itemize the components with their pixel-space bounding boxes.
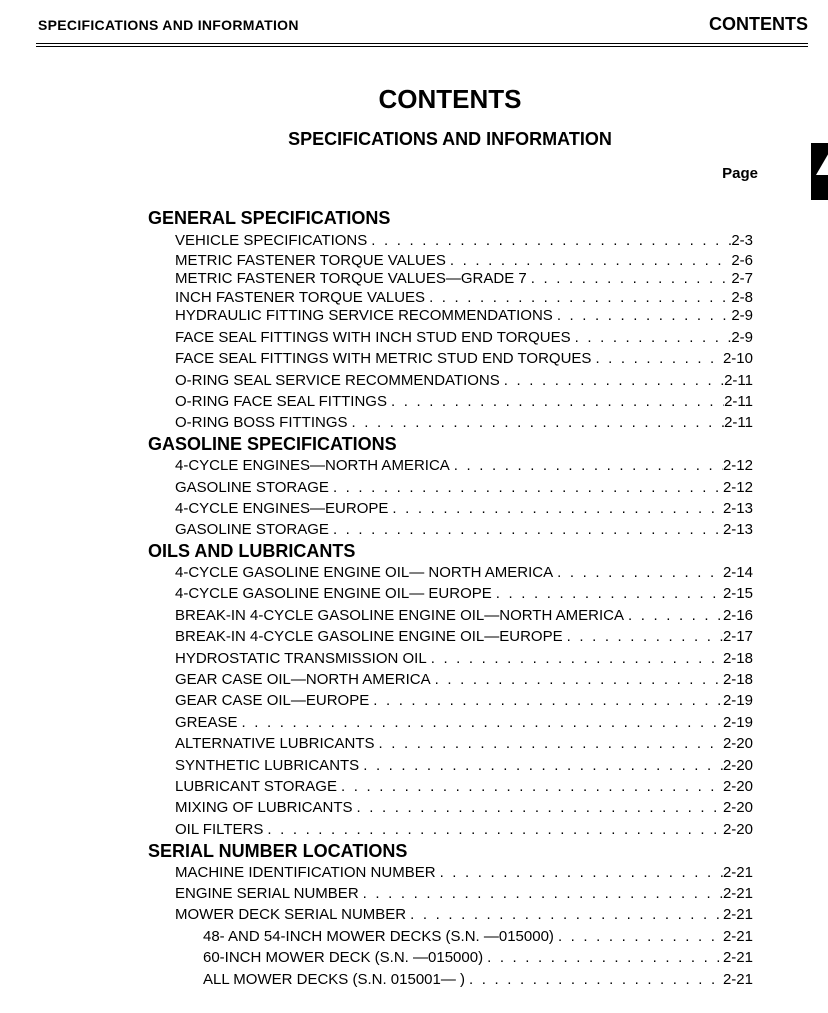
toc-entry-label: GREASE: [175, 714, 238, 731]
toc-page-number: 2-12: [722, 457, 753, 474]
toc-page-number: 2-14: [722, 564, 753, 581]
toc-page-number: 2-21: [722, 885, 753, 902]
toc-page-number: 2-16: [722, 607, 753, 624]
toc-entry-label: GASOLINE STORAGE: [175, 479, 329, 496]
toc-entry-label: METRIC FASTENER TORQUE VALUES—GRADE 7: [175, 270, 527, 287]
toc-entry[interactable]: [175, 778, 753, 796]
toc-entry-label: 60-INCH MOWER DECK (S.N. —015000): [203, 949, 484, 966]
toc-dot-leader: [554, 928, 723, 946]
toc-page-number: 2-10: [722, 350, 753, 367]
toc-page-number: 2-20: [722, 735, 753, 752]
toc-entry[interactable]: [175, 714, 753, 732]
toc-page-number: 2-20: [722, 799, 753, 816]
toc-dot-leader: [369, 692, 723, 710]
toc-entry[interactable]: [175, 521, 753, 539]
toc-dot-leader: [359, 885, 723, 903]
toc-dot-leader: [500, 372, 724, 390]
toc-section-heading: GENERAL SPECIFICATIONS: [148, 208, 391, 228]
toc-entry[interactable]: [175, 585, 753, 603]
toc-page-number: 2-17: [722, 628, 753, 645]
toc-entry-label: HYDRAULIC FITTING SERVICE RECOMMENDATIONS: [175, 307, 553, 324]
toc-page-number: 2-3: [731, 232, 753, 249]
toc-page-number: 2-13: [722, 500, 753, 517]
toc-entry[interactable]: [175, 628, 753, 646]
toc-entry-label: SYNTHETIC LUBRICANTS: [175, 757, 360, 774]
toc-dot-leader: [348, 414, 725, 432]
toc-entry-label: HYDROSTATIC TRANSMISSION OIL: [175, 650, 427, 667]
toc-page-number: 2-19: [722, 692, 753, 709]
toc-page-number: 2-11: [724, 372, 753, 389]
toc-dot-leader: [374, 735, 722, 753]
toc-entry-label: 4-CYCLE ENGINES—EUROPE: [175, 500, 389, 517]
toc-entry-label: FACE SEAL FITTINGS WITH INCH STUD END TORQUES: [175, 329, 571, 346]
toc-entry-label: BREAK-IN 4-CYCLE GASOLINE ENGINE OIL—EUROPE: [175, 628, 563, 645]
toc-dot-leader: [563, 628, 723, 646]
toc-dot-leader: [359, 757, 723, 775]
toc-entry-label: GEAR CASE OIL—EUROPE: [175, 692, 370, 709]
toc-page-number: 2-18: [722, 671, 753, 688]
toc-dot-leader: [431, 671, 723, 689]
toc-dot-leader: [406, 906, 723, 924]
toc-page-number: 2-9: [731, 307, 753, 324]
toc-subentry[interactable]: [203, 971, 753, 989]
toc-page-number: 2-9: [731, 329, 753, 346]
toc-page-number: 2-21: [722, 971, 753, 988]
toc-dot-leader: [624, 607, 723, 625]
toc-page-number: 2-11: [724, 393, 753, 410]
toc-entry-label: MOWER DECK SERIAL NUMBER: [175, 906, 407, 923]
toc-entry[interactable]: [175, 289, 753, 307]
toc-entry[interactable]: [175, 457, 753, 475]
toc-page-number: 2-19: [722, 714, 753, 731]
toc-dot-leader: [353, 799, 723, 817]
toc-dot-leader: [427, 650, 723, 668]
page-column-label: Page: [722, 165, 758, 182]
toc-dot-leader: [591, 350, 723, 368]
toc-entry[interactable]: [175, 671, 753, 689]
toc-dot-leader: [553, 564, 723, 582]
toc-entry[interactable]: [175, 252, 753, 270]
toc-entry-label: MACHINE IDENTIFICATION NUMBER: [175, 864, 436, 881]
toc-dot-leader: [367, 232, 731, 250]
toc-entry[interactable]: [175, 799, 753, 817]
toc-entry[interactable]: [175, 735, 753, 753]
toc-entry-label: ALTERNATIVE LUBRICANTS: [175, 735, 375, 752]
toc-entry[interactable]: [175, 329, 753, 347]
toc-entry-label: GEAR CASE OIL—NORTH AMERICA: [175, 671, 431, 688]
toc-entry-label: FACE SEAL FITTINGS WITH METRIC STUD END TORQUES: [175, 350, 592, 367]
toc-entry-label: GASOLINE STORAGE: [175, 521, 329, 538]
toc-dot-leader: [329, 521, 723, 539]
toc-page-number: 2-6: [731, 252, 753, 269]
toc-page-number: 2-21: [722, 949, 753, 966]
toc-dot-leader: [337, 778, 723, 796]
running-header-section-title: SPECIFICATIONS AND INFORMATION: [38, 17, 299, 33]
toc-entry-label: VEHICLE SPECIFICATIONS: [175, 232, 368, 249]
toc-entry-label: MIXING OF LUBRICANTS: [175, 799, 353, 816]
toc-dot-leader: [465, 971, 723, 989]
toc-page-number: 2-15: [722, 585, 753, 602]
toc-entry[interactable]: [175, 757, 753, 775]
toc-entry[interactable]: [175, 232, 753, 250]
toc-dot-leader: [238, 714, 723, 732]
toc-dot-leader: [553, 307, 732, 325]
toc-entry[interactable]: [175, 270, 753, 288]
toc-section-heading: SERIAL NUMBER LOCATIONS: [148, 841, 408, 861]
running-header-page-title: CONTENTS: [709, 14, 808, 34]
toc-dot-leader: [446, 252, 731, 270]
toc-entry[interactable]: [175, 864, 753, 882]
toc-entry-label: ENGINE SERIAL NUMBER: [175, 885, 359, 902]
toc-subentry[interactable]: [203, 949, 753, 967]
toc-entry[interactable]: [175, 564, 753, 582]
toc-dot-leader: [492, 585, 723, 603]
toc-page-number: 2-7: [731, 270, 753, 287]
toc-entry[interactable]: [175, 821, 753, 839]
toc-entry[interactable]: [175, 414, 753, 432]
toc-dot-leader: [425, 289, 731, 307]
toc-entry[interactable]: [175, 393, 753, 411]
toc-dot-leader: [483, 949, 723, 967]
toc-entry-label: ALL MOWER DECKS (S.N. 015001— ): [203, 971, 466, 988]
toc-dot-leader: [436, 864, 723, 882]
toc-dot-leader: [527, 270, 732, 288]
toc-entry[interactable]: [175, 500, 753, 518]
toc-page-number: 2-21: [722, 864, 753, 881]
toc-page-number: 2-21: [722, 906, 753, 923]
toc-entry[interactable]: [175, 307, 753, 325]
toc-page-number: 2-21: [722, 928, 753, 945]
toc-entry[interactable]: [175, 885, 753, 903]
toc-entry-label: INCH FASTENER TORQUE VALUES: [175, 289, 426, 306]
toc-dot-leader: [387, 393, 724, 411]
toc-entry-label: METRIC FASTENER TORQUE VALUES: [175, 252, 446, 269]
toc-page-number: 2-20: [722, 757, 753, 774]
page-subtitle: SPECIFICATIONS AND INFORMATION: [288, 129, 612, 149]
toc-entry-label: 48- AND 54-INCH MOWER DECKS (S.N. —015000): [203, 928, 554, 945]
toc-dot-leader: [571, 329, 732, 347]
toc-dot-leader: [450, 457, 723, 475]
toc-entry-label: 4-CYCLE GASOLINE ENGINE OIL— EUROPE: [175, 585, 492, 602]
toc-entry[interactable]: [175, 372, 753, 390]
toc-entry-label: OIL FILTERS: [175, 821, 264, 838]
toc-entry[interactable]: [175, 650, 753, 668]
toc-entry-label: O-RING FACE SEAL FITTINGS: [175, 393, 387, 410]
toc-section-heading: GASOLINE SPECIFICATIONS: [148, 434, 397, 454]
page-title: CONTENTS: [378, 84, 522, 114]
toc-section-heading: OILS AND LUBRICANTS: [148, 541, 356, 561]
toc-page-number: 2-13: [722, 521, 753, 538]
toc-entry[interactable]: [175, 692, 753, 710]
toc-page-number: 2-11: [724, 414, 753, 431]
toc-entry-label: O-RING BOSS FITTINGS: [175, 414, 348, 431]
toc-entry-label: BREAK-IN 4-CYCLE GASOLINE ENGINE OIL—NORTH AMERICA: [175, 607, 624, 624]
toc-entry[interactable]: [175, 607, 753, 625]
toc-page-number: 2-12: [722, 479, 753, 496]
toc-entry-label: 4-CYCLE GASOLINE ENGINE OIL— NORTH AMERICA: [175, 564, 554, 581]
toc-dot-leader: [388, 500, 723, 518]
toc-page-number: 2-18: [722, 650, 753, 667]
toc-page-number: 2-20: [722, 778, 753, 795]
toc-entry-label: 4-CYCLE ENGINES—NORTH AMERICA: [175, 457, 450, 474]
toc-page-number: 2-8: [731, 289, 753, 306]
toc-entry-label: O-RING SEAL SERVICE RECOMMENDATIONS: [175, 372, 500, 389]
toc-dot-leader: [263, 821, 723, 839]
toc-entry[interactable]: [175, 350, 753, 368]
toc-entry-label: LUBRICANT STORAGE: [175, 778, 337, 795]
toc-subentry[interactable]: [203, 928, 753, 946]
toc-entry[interactable]: [175, 906, 753, 924]
toc-dot-leader: [329, 479, 723, 497]
toc-page-number: 2-20: [722, 821, 753, 838]
toc-entry[interactable]: [175, 479, 753, 497]
